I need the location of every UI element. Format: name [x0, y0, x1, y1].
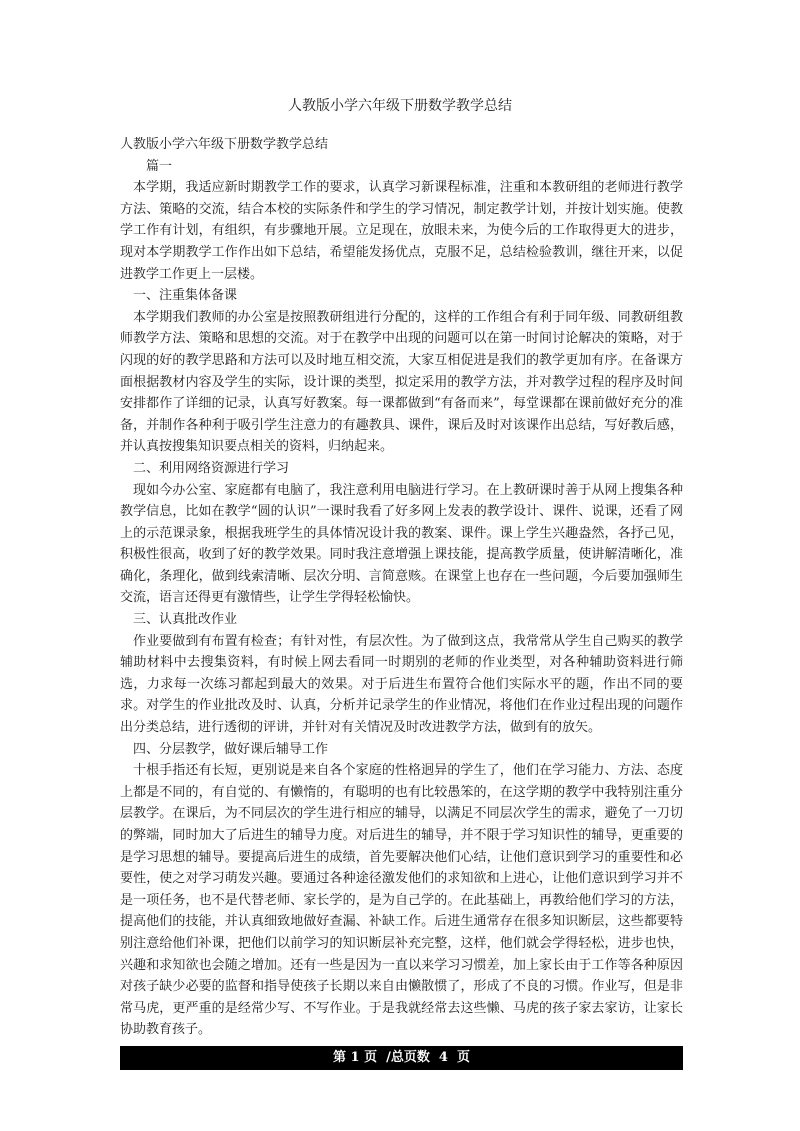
intro-paragraph: 本学期，我适应新时期教学工作的要求，认真学习新课程标准，注重和本教研组的老师进行教学方法、策略的交流，结合本校的实际条件和学生的学习情况，制定教学计划，并按计划实施。使教学工作有计划，有组织，有步骤地开展。立足现在，放眼未来，为使今后的工作取得更大的进步，现对本学期教学工作作出如下总结，希望能发扬优点，克服不足，总结检验教训，继往开来，以促进教学工作更上一层楼。	[120, 180, 683, 282]
page-number-label: 第 1 页 /总页数 4 页	[332, 1050, 471, 1065]
section-body-1: 本学期我们教师的办公室是按照教研组进行分配的，这样的工作组合有利于同年级、同教研组教师教学方法、策略和思想的交流。对于在教学中出现的问题可以在第一时间讨论解决的策略，对于闪现的好的教学思路和方法可以及时地互相交流，大家互相促进是我们的教学更加有序。在备课方面根据教材内容及学生的实际，设计课的类型，拟定采用的教学方法，并对教学过程的程序及时间安排都作了详细的记录，认真写好教案。每一课都做到“有备而来”，每堂课都在课前做好充分的准备，并制作各种利于吸引学生注意力的有趣教具、课件，课后及时对该课作出总结，写好教后感，并认真按搜集知识要点相关的资料，归纳起来。	[120, 309, 683, 455]
section-body-4: 十根手指还有长短，更别说是来自各个家庭的性格迥异的学生了，他们在学习能力、方法、态度上都是不同的，有自觉的、有懒惰的，有聪明的也有比较愚笨的，在这学期的教学中我特别注重分层教学。在课后，为不同层次的学生进行相应的辅导，以满足不同层次学生的需求，避免了一刀切的弊端，同时加大了后进生的辅导力度。对后进生的辅导，并不限于学习知识性的辅导，更重要的是学习思想的辅导。要提高后进生的成绩，首先要解决他们心结，让他们意识到学习的重要性和必要性，使之对学习萌发兴趣。要通过各种途径激发他们的求知欲和上进心，让他们意识到学习并不是一项任务，也不是代替老师、家长学的，是为自己学的。在此基础上，再教给他们学习的方法，提高他们的技能，并认真细致地做好查漏、补缺工作。后进生通常存在很多知识断层，这些都要特别注意给他们补课，把他们以前学习的知识断层补充完整，这样，他们就会学得轻松，进步也快，兴趣和求知欲也会随之增加。还有一些是因为一直以来学习习惯差，加上家长由于工作等各种原因对孩子缺少必要的监督和指导使孩子长期以来自由懒散惯了，形成了不良的习惯。作业写，但是非常马虎，更严重的是经常少写、不写作业。于是我就经常去这些懒、马虎的孩子家去家访，让家长协助教育孩子。	[120, 763, 683, 1038]
document-subtitle: 人教版小学六年级下册数学教学总结	[120, 137, 329, 152]
section-body-2: 现如今办公室、家庭都有电脑了，我注意利用电脑进行学习。在上教研课时善于从网上搜集各种教学信息，比如在教学“圆的认识”一课时我看了好多网上发表的教学设计、课件、说课，还看了网上的示范课录象，根据我班学生的具体情况设计我的教案、课件。课上学生兴趣盎然，各抒己见，积极性很高，收到了好的教学效果。同时我注意增强上课技能，提高教学质量，使讲解清晰化，准确化，条理化，做到线索清晰、层次分明、言简意赅。在课堂上也存在一些问题，今后要加强师生交流，语言还得更有激情些，让学生学得轻松愉快。	[120, 482, 683, 606]
section-heading-1: 一、注重集体备课	[133, 288, 238, 304]
section-heading-2: 二、利用网络资源进行学习	[133, 460, 290, 476]
section-heading-4: 四、分层教学，做好课后辅导工作	[133, 741, 329, 757]
document-title: 人教版小学六年级下册数学教学总结	[288, 98, 512, 114]
section-label: 篇一	[146, 158, 173, 174]
section-heading-3: 三、认真批改作业	[133, 612, 238, 628]
section-body-3: 作业要做到有布置有检查；有针对性，有层次性。为了做到这点，我常常从学生自己购买的教学辅助材料中去搜集资料，有时候上网去看同一时期别的老师的作业类型，对各种辅助资料进行筛选，力求每一次练习都起到最大的效果。对于后进生布置符合他们实际水平的题，作出不同的要求。对学生的作业批改及时、认真，分析并记录学生的作业情况，将他们在作业过程出现的问题作出分类总结，进行透彻的评讲，并针对有关情况及时改进教学方法，做到有的放矢。	[120, 633, 683, 736]
document-body	[120, 134, 683, 1041]
page-footer	[120, 1046, 683, 1070]
